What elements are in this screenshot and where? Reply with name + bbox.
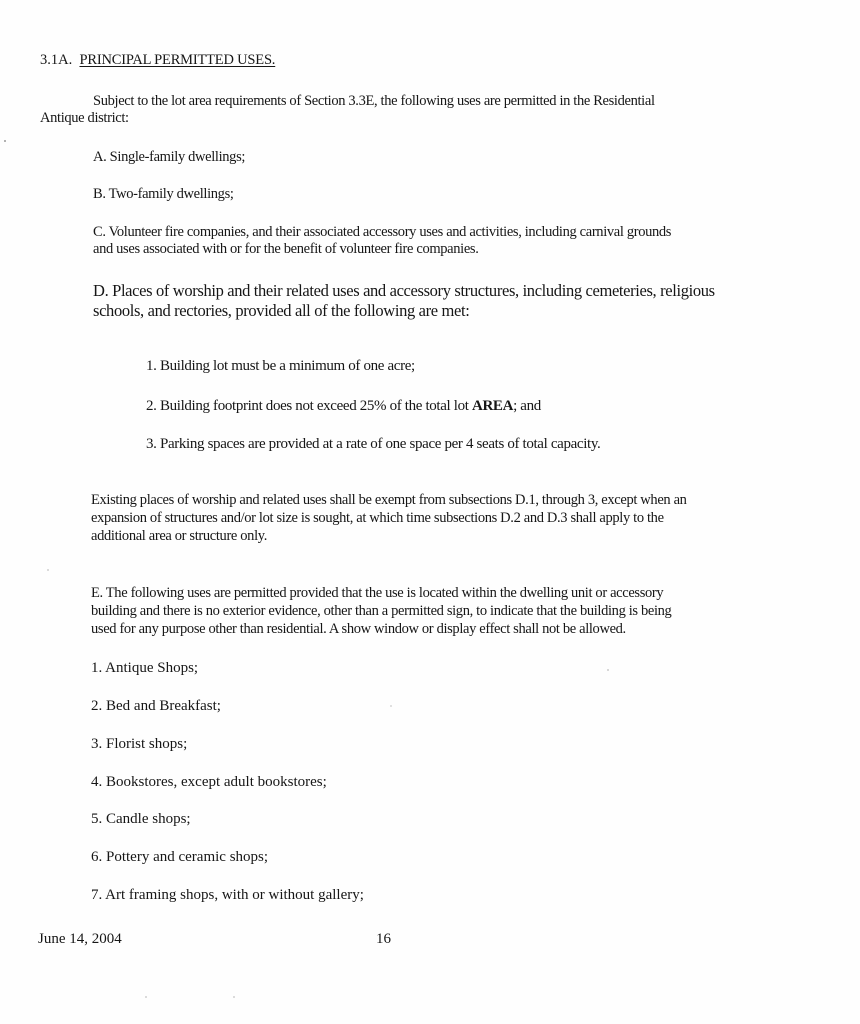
footer-date: June 14, 2004 (38, 931, 122, 947)
use-c-line-1: C. Volunteer fire companies, and their associated accessory uses and activities, including carnival grounds (93, 224, 672, 240)
exemption-line-2: expansion of structures and/or lot size is sought, at which time subsections D.2 and D.3 shall apply to the (91, 510, 664, 526)
use-d-line-2: schools, and rectories, provided all of the following are met: (93, 301, 470, 320)
use-d-condition-1: 1. Building lot must be a minimum of one acre; (146, 358, 415, 374)
scan-speck (390, 705, 392, 707)
use-e-line-1: E. The following uses are permitted provided that the use is located within the dwelling unit or accessory (91, 585, 664, 601)
use-e-item-5: 5. Candle shops; (91, 811, 191, 827)
use-e-line-3: used for any purpose other than residential. A show window or display effect shall not be allowed. (91, 621, 626, 637)
use-e-line-2: building and there is no exterior evidence, other than a permitted sign, to indicate that the building is being (91, 603, 672, 619)
use-d-condition-2 (146, 397, 541, 415)
intro-line-2: Antique district: (40, 110, 129, 126)
scan-speck (4, 140, 6, 142)
scan-speck (47, 569, 49, 571)
use-e-item-6: 6. Pottery and ceramic shops; (91, 849, 269, 865)
use-e-item-2: 2. Bed and Breakfast; (91, 698, 221, 714)
exemption-line-3: additional area or structure only. (91, 528, 267, 544)
use-a: A. Single-family dwellings; (93, 149, 246, 165)
use-d-line-1: D. Places of worship and their related uses and accessory structures, including cemeteries, religious (93, 281, 715, 300)
use-e-item-3: 3. Florist shops; (91, 736, 188, 752)
use-d-condition-3: 3. Parking spaces are provided at a rate of one space per 4 seats of total capacity. (146, 436, 601, 452)
exemption-line-1: Existing places of worship and related uses shall be exempt from subsections D.1, through 3, except when an (91, 492, 687, 508)
use-d-condition-2-tail: ; and (513, 398, 541, 414)
use-e-item-4: 4. Bookstores, except adult bookstores; (91, 774, 327, 790)
use-d-condition-2-text: 2. Building footprint does not exceed 25% of the total lot (146, 398, 472, 414)
intro-line-1: Subject to the lot area requirements of Section 3.3E, the following uses are permitted in the Residential (93, 93, 655, 109)
use-c-line-2: and uses associated with or for the benefit of volunteer fire companies. (93, 241, 479, 257)
scan-speck (607, 669, 609, 671)
use-d-condition-2-bold: AREA (471, 398, 514, 414)
footer-page-number: 16 (376, 931, 391, 947)
section-number: 3.1A. (40, 52, 73, 68)
use-b: B. Two-family dwellings; (93, 186, 234, 202)
use-e-item-1: 1. Antique Shops; (91, 660, 199, 676)
section-heading (40, 52, 275, 69)
use-e-item-7: 7. Art framing shops, with or without gallery; (91, 887, 364, 903)
scan-speck (145, 996, 147, 998)
section-title: PRINCIPAL PERMITTED USES. (79, 52, 276, 68)
scan-speck (233, 996, 235, 998)
